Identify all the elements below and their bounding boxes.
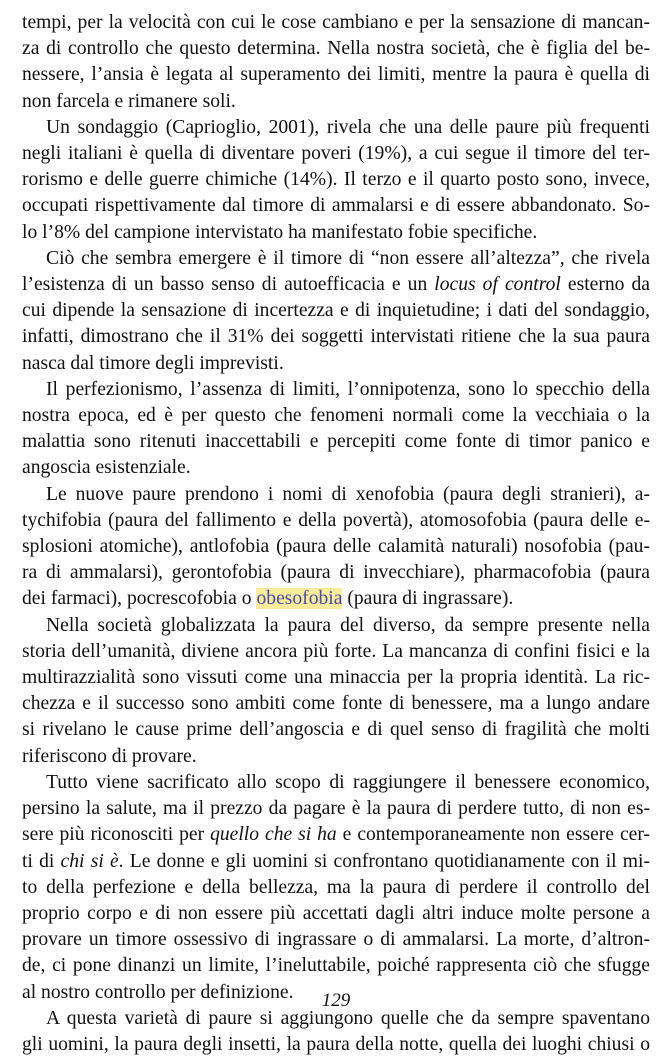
text-line: splosioni atomiche), antlofobia (paura delle calamità naturali) nosofobia (pau-	[22, 536, 650, 558]
paragraph	[22, 10, 650, 115]
paragraph	[22, 613, 650, 770]
text-line: gli uomini, la paura degli insetti, la paura della notte, quella dei luoghi chiusi o	[22, 1033, 650, 1055]
text-line: Tutto viene sacrificato allo scopo di raggiungere il benessere economico,	[46, 771, 650, 793]
text-line: occupati rispettivamente dal timore di ammalarsi e di essere abbandonato. So-	[22, 195, 650, 217]
text-line: persino la salute, ma il prezzo da pagare è la paura di perdere tutto, di non es-	[22, 798, 650, 820]
italic-term: quello che si ha	[210, 824, 337, 846]
text-run: esterno da	[560, 274, 650, 296]
text-line: nasca dal timore degli imprevisti.	[22, 352, 284, 374]
text-line: Nella società globalizzata la paura del diverso, da sempre presente nella	[46, 614, 650, 636]
text-line: provare un timore ossessivo di ingrassare o di ammalarsi. La morte, d’altron-	[22, 929, 650, 951]
text-line	[22, 849, 650, 875]
text-run: dei farmaci), pocrescofobia o	[22, 588, 257, 610]
text-line: nessere, l’ansia è legata al superamento dei limiti, mentre la paura è quella di	[22, 64, 650, 86]
text-line: chezza e il successo sono ambiti come fonte di benessere, ma a lungo andare	[22, 693, 650, 715]
text-line: Un sondaggio (Caprioglio, 2001), rivela che una delle paure più frequenti	[46, 116, 650, 138]
paragraph	[22, 246, 650, 377]
paragraph	[22, 482, 650, 613]
text-line: rorismo e delle guerre chimiche (14%). Il terzo e il quarto posto sono, invece,	[22, 169, 650, 191]
text-line: riferiscono di provare.	[22, 745, 197, 767]
paragraph	[22, 1006, 650, 1058]
text-line: ra di ammalarsi), gerontofobia (paura di invecchiare), pharmacofobia (paura	[22, 562, 650, 584]
paragraph	[22, 115, 650, 246]
text-line: multirazzialità sono vissuti come una minaccia per la propria identità. La ric-	[22, 667, 650, 689]
highlighted-term[interactable]: obesofobia	[256, 588, 343, 610]
page-number: 129	[321, 990, 351, 1011]
text-line: cui dipende la sensazione di incertezza e di inquietudine; i dati del sondaggio,	[22, 300, 650, 322]
book-page	[22, 10, 650, 1058]
text-line: storia dell’umanità, diviene ancora più forte. La mancanza di confini fisici e la	[22, 640, 650, 662]
text-line: al nostro controllo per definizione.	[22, 981, 294, 1003]
text-line: angoscia esistenziale.	[22, 457, 191, 479]
italic-term: chi si è	[60, 850, 119, 872]
text-line: malattia sono ritenuti inaccettabili e percepiti come fonte di timor panico e	[22, 431, 650, 453]
text-line: A questa varietà di paure si aggiungono quelle che da sempre spaventano	[46, 1007, 650, 1029]
text-line: tempi, per la velocità con cui le cose cambiano e per la sensazione di mancan-	[22, 12, 650, 33]
text-line: tychifobia (paura del fallimento e della povertà), atomosofobia (paura delle e-	[22, 509, 650, 531]
text-line: Le nuove paure prendono i nomi di xenofobia (paura degli stranieri), a-	[46, 483, 650, 505]
text-line: non farcela e rimanere soli.	[22, 90, 236, 112]
text-line: de, ci pone dinanzi un limite, l’ineluttabile, poiché rappresenta ciò che sfugge	[22, 955, 650, 977]
text-line: Ciò che sembra emergere è il timore di “non essere all’altezza”, che rivela	[46, 247, 650, 269]
text-line	[22, 272, 650, 298]
text-line: proprio corpo e di non essere più accettati dagli altri induce molte persone a	[22, 902, 650, 924]
text-line: to della perfezione e della bellezza, ma la paura di perdere il controllo del	[22, 876, 650, 898]
text-line	[22, 586, 650, 612]
text-line: Il perfezionismo, l’assenza di limiti, l’onnipotenza, sono lo specchio della	[46, 378, 650, 400]
text-run: l’esistenza di un basso senso di autoefficacia e un	[22, 274, 435, 296]
paragraph	[22, 377, 650, 482]
text-line: nostra epoca, ed è per questo che fenomeni normali come la vecchiaia o la	[22, 405, 650, 427]
text-line: za di controllo che questo determina. Nella nostra società, che è figlia del be-	[22, 38, 650, 60]
italic-term: locus of control	[434, 274, 561, 296]
paragraph	[22, 770, 650, 1006]
text-run: (paura di ingrassare).	[342, 588, 514, 610]
text-run: e contemporaneamente non essere cer-	[336, 824, 650, 846]
text-line: lo l’8% del campione intervistato ha manifestato fobie specifiche.	[22, 221, 538, 243]
text-run: . Le donne e gli uomini si confrontano quotidianamente con il mi-	[118, 850, 650, 872]
text-line: negli italiani è quella di diventare poveri (19%), a cui segue il timore del ter-	[22, 143, 650, 165]
text-run: ti di	[22, 850, 61, 872]
text-line: si rivelano le cause prime dell’angoscia e di quel senso di fragilità che molti	[22, 719, 650, 741]
text-run: sere più riconosciti per	[22, 824, 211, 846]
text-line: infatti, dimostrano che il 31% dei soggetti intervistati ritiene che la sua paura	[22, 326, 650, 348]
text-line	[22, 822, 650, 848]
